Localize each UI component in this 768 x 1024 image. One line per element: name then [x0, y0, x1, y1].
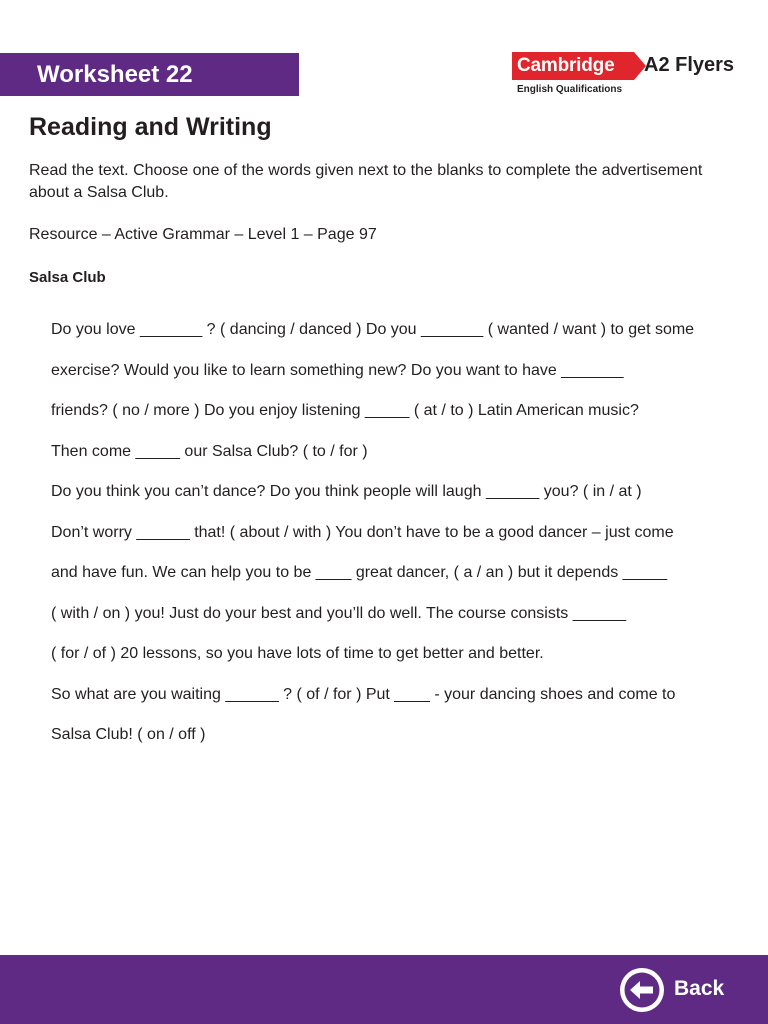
- worksheet-label: Worksheet 22: [37, 61, 193, 88]
- text-line: ( with / on ) you! Just do your best and you’ll do well. The course consists ______: [51, 604, 627, 622]
- resource-reference: Resource – Active Grammar – Level 1 – Page 97: [29, 226, 377, 243]
- back-button[interactable]: [618, 966, 733, 1014]
- text-line: exercise? Would you like to learn something new? Do you want to have _______: [51, 361, 624, 379]
- text-line: Then come _____ our Salsa Club? ( to / for ): [51, 442, 368, 460]
- back-arrow-icon: [618, 966, 666, 1014]
- logo-brand: Cambridge: [512, 52, 634, 80]
- text-line: Do you love _______ ? ( dancing / danced ) Do you _______ ( wanted / want ) to get some: [51, 321, 695, 338]
- logo-subtitle: English Qualifications: [517, 84, 623, 95]
- section-subtitle: Salsa Club: [29, 269, 106, 286]
- text-line: friends? ( no / more ) Do you enjoy listening _____ ( at / to ) Latin American music?: [51, 402, 639, 419]
- text-line: So what are you waiting ______ ? ( of / for ) Put ____ - your dancing shoes and come to: [51, 685, 676, 703]
- cambridge-logo: [512, 52, 742, 102]
- text-line: Salsa Club! ( on / off ): [51, 726, 206, 743]
- page-title: Reading and Writing: [29, 113, 272, 141]
- text-line: and have fun. We can help you to be ____ great dancer, ( a / an ) but it depends _____: [51, 564, 668, 581]
- exam-level: A2 Flyers: [644, 54, 735, 76]
- back-label: Back: [674, 977, 725, 1000]
- worksheet-banner: [0, 53, 299, 96]
- instructions: Read the text. Choose one of the words given next to the blanks to complete the advertisement about a Salsa Club.: [29, 162, 703, 201]
- text-line: Don’t worry ______ that! ( about / with ) You don’t have to be a good dancer – just come: [51, 523, 674, 541]
- text-line: ( for / of ) 20 lessons, so you have lots of time to get better and better.: [51, 645, 544, 662]
- exercise-text: [51, 318, 751, 764]
- text-line: Do you think you can’t dance? Do you think people will laugh ______ you? ( in / at ): [51, 483, 642, 500]
